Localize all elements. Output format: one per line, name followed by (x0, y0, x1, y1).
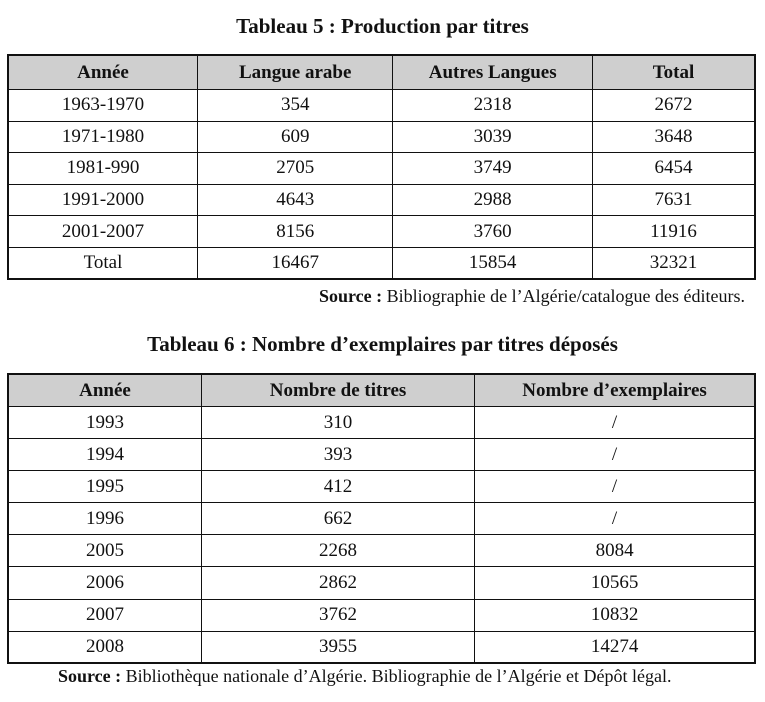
table-row (8, 439, 755, 471)
table-cell: 1981-990 (8, 153, 197, 185)
table5-source (319, 285, 745, 307)
table-row (8, 567, 755, 599)
table-cell: 16467 (197, 247, 392, 279)
table-cell: 2001-2007 (8, 216, 197, 248)
column-header-nombre-titres: Nombre de titres (201, 374, 474, 407)
table-row (8, 631, 755, 663)
table-cell: 310 (201, 407, 474, 439)
table6-caption: Tableau 6 : Nombre d’exemplaires par titres déposés (147, 332, 618, 356)
table-cell: 2006 (8, 567, 201, 599)
table-row (8, 121, 755, 153)
column-header-annee: Année (8, 55, 197, 90)
table-cell: 14274 (475, 631, 755, 663)
table-cell: 2268 (201, 535, 474, 567)
table-cell: 393 (201, 439, 474, 471)
table-row (8, 471, 755, 503)
source-label: Source : (318, 286, 383, 306)
table-cell: / (475, 439, 755, 471)
table-cell: 2862 (201, 567, 474, 599)
table-cell: 2005 (8, 535, 201, 567)
table-row (8, 407, 755, 439)
table-cell: 2988 (393, 184, 592, 216)
table-cell: Total (8, 247, 197, 279)
source-text: Bibliographie de l’Algérie/catalogue des éditeurs. (382, 286, 745, 306)
table-cell: 1995 (8, 471, 201, 503)
table-cell: 3648 (592, 121, 755, 153)
table-cell: / (475, 471, 755, 503)
table-cell: 2007 (8, 599, 201, 631)
production-table (7, 54, 756, 280)
table-cell: 3955 (201, 631, 474, 663)
table-cell: 7631 (592, 184, 755, 216)
table-cell: 354 (197, 90, 392, 122)
table-cell: 1993 (8, 407, 201, 439)
table-cell: 1971-1980 (8, 121, 197, 153)
table-row (8, 90, 755, 122)
table-header-row (8, 374, 755, 407)
table-cell: 662 (201, 503, 474, 535)
table-cell: 1991-2000 (8, 184, 197, 216)
table-cell: / (475, 503, 755, 535)
table-cell: 2318 (393, 90, 592, 122)
table-cell: 3749 (393, 153, 592, 185)
table-cell: 3762 (201, 599, 474, 631)
column-header-langue-arabe: Langue arabe (197, 55, 392, 90)
column-header-autres-langues: Autres Langues (393, 55, 592, 90)
table-cell: 412 (201, 471, 474, 503)
table-cell: 609 (197, 121, 392, 153)
source-text: Bibliothèque nationale d’Algérie. Bibliographie de l’Algérie et Dépôt légal. (121, 666, 672, 686)
table-cell: 10832 (475, 599, 755, 631)
table-row-total (8, 247, 755, 279)
table-cell: 2672 (592, 90, 755, 122)
table-cell: 2705 (197, 153, 392, 185)
table-cell: 1994 (8, 439, 201, 471)
table-row (8, 599, 755, 631)
table6-source (58, 665, 672, 687)
table-cell: 4643 (197, 184, 392, 216)
table-row (8, 216, 755, 248)
column-header-annee: Année (8, 374, 201, 407)
source-label: Source : (58, 666, 122, 686)
table-cell: 3760 (393, 216, 592, 248)
column-header-nombre-exemplaires: Nombre d’exemplaires (475, 374, 755, 407)
table-row (8, 503, 755, 535)
column-header-total: Total (592, 55, 755, 90)
table-cell: 3039 (393, 121, 592, 153)
table5-caption: Tableau 5 : Production par titres (236, 14, 529, 38)
table-cell: 1963-1970 (8, 90, 197, 122)
table-cell: 2008 (8, 631, 201, 663)
table-row (8, 535, 755, 567)
table-cell: 15854 (393, 247, 592, 279)
table-cell: / (475, 407, 755, 439)
table-cell: 1996 (8, 503, 201, 535)
table-cell: 6454 (592, 153, 755, 185)
table-cell: 32321 (592, 247, 755, 279)
table-header-row (8, 55, 755, 90)
table-cell: 8156 (197, 216, 392, 248)
table-cell: 10565 (475, 567, 755, 599)
exemplaires-table (7, 373, 756, 664)
table-cell: 11916 (592, 216, 755, 248)
table-row (8, 184, 755, 216)
table-cell: 8084 (475, 535, 755, 567)
table-row (8, 153, 755, 185)
